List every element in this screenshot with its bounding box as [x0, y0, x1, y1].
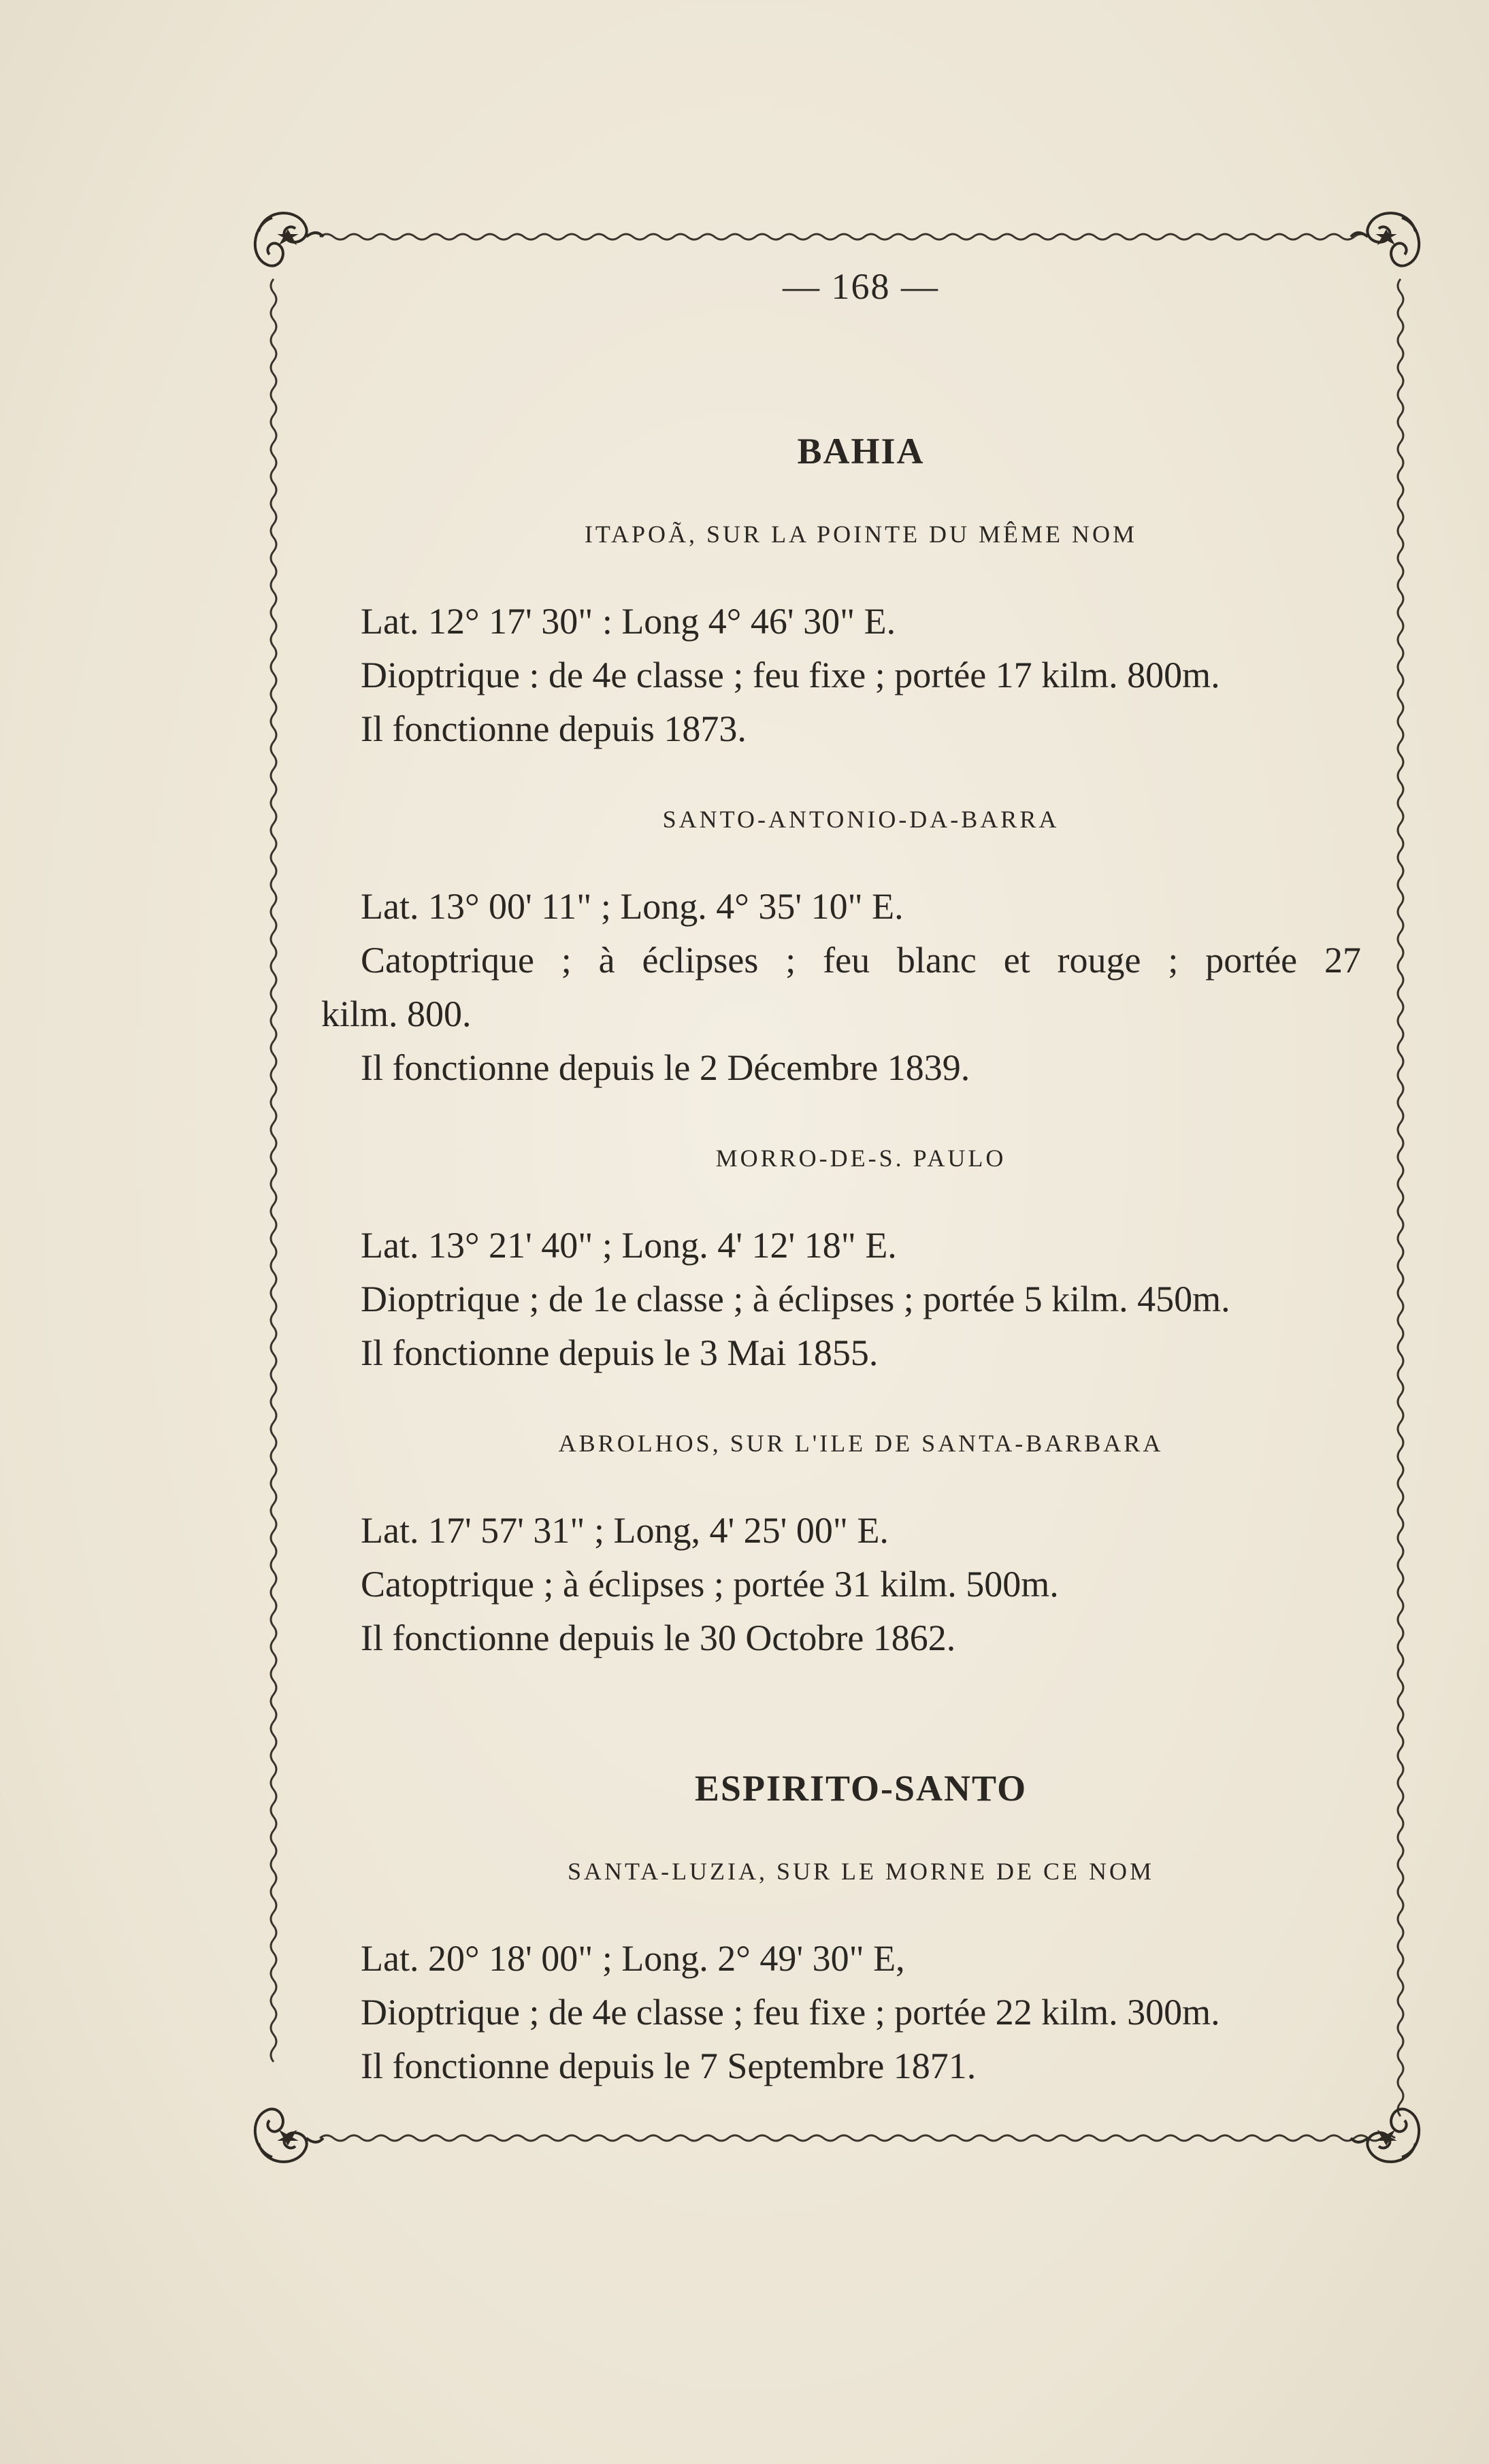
station-line: Lat. 17' 57' 31" ; Long, 4' 25' 00" E.	[361, 1510, 889, 1551]
station-line: Dioptrique ; de 4e classe ; feu fixe ; portée 22 kilm. 300m.	[361, 1992, 1220, 2033]
station-itapoa	[361, 520, 1361, 756]
station-line: Il fonctionne depuis le 7 Septembre 1871.	[361, 2046, 977, 2086]
station-santo-antonio	[321, 805, 1361, 1095]
region-heading-espirito-santo: ESPIRITO-SANTO	[694, 1768, 1028, 1809]
station-line: Il fonctionne depuis le 2 Décembre 1839.	[361, 1047, 970, 1088]
station-line: Il fonctionne depuis le 3 Mai 1855.	[361, 1332, 879, 1373]
right-wavy-rule	[1398, 279, 1403, 2116]
station-name: MORRO-DE-S. PAULO	[715, 1145, 1007, 1172]
station-name: SANTO-ANTONIO-DA-BARRA	[662, 806, 1060, 833]
station-line: Lat. 12° 17' 30" : Long 4° 46' 30" E.	[361, 601, 896, 642]
station-name: ABROLHOS, SUR L'ILE DE SANTA-BARBARA	[558, 1430, 1164, 1457]
left-wavy-rule	[271, 279, 276, 2062]
station-line: Il fonctionne depuis le 30 Octobre 1862.	[361, 1617, 956, 1658]
station-line: Dioptrique ; de 1e classe ; à éclipses ; portée 5 kilm. 450m.	[361, 1279, 1230, 1319]
station-line: Il fonctionne depuis 1873.	[361, 708, 747, 749]
station-line: Dioptrique : de 4e classe ; feu fixe ; portée 17 kilm. 800m.	[361, 655, 1220, 695]
station-line: Lat. 13° 21' 40" ; Long. 4' 12' 18" E.	[361, 1225, 897, 1266]
corner-flourish-top-right-icon	[1351, 213, 1419, 266]
station-line: Lat. 20° 18' 00" ; Long. 2° 49' 30" E,	[361, 1938, 905, 1979]
corner-flourish-bottom-left-icon	[255, 2109, 323, 2162]
corner-flourish-top-left-icon	[255, 213, 323, 266]
page-content	[321, 265, 1361, 2142]
region-heading-bahia: BAHIA	[797, 431, 925, 472]
station-santa-luzia	[361, 1857, 1361, 2093]
station-name: ITAPOÃ, SUR LA POINTE DU MÊME NOM	[584, 521, 1138, 548]
top-wavy-rule	[320, 234, 1368, 240]
station-abrolhos	[361, 1429, 1361, 1665]
page-number: — 168 —	[783, 266, 939, 307]
station-line: Lat. 13° 00' 11" ; Long. 4° 35' 10" E.	[361, 886, 904, 927]
station-name: SANTA-LUZIA, SUR LE MORNE DE CE NOM	[567, 1858, 1155, 1885]
station-line: Catoptrique ; à éclipses ; feu blanc et rouge ; portée 27	[361, 940, 1361, 981]
station-line: kilm. 800.	[321, 993, 472, 1034]
station-morro-de-s-paulo	[361, 1144, 1361, 1380]
station-line: Catoptrique ; à éclipses ; portée 31 kilm. 500m.	[361, 1564, 1059, 1605]
